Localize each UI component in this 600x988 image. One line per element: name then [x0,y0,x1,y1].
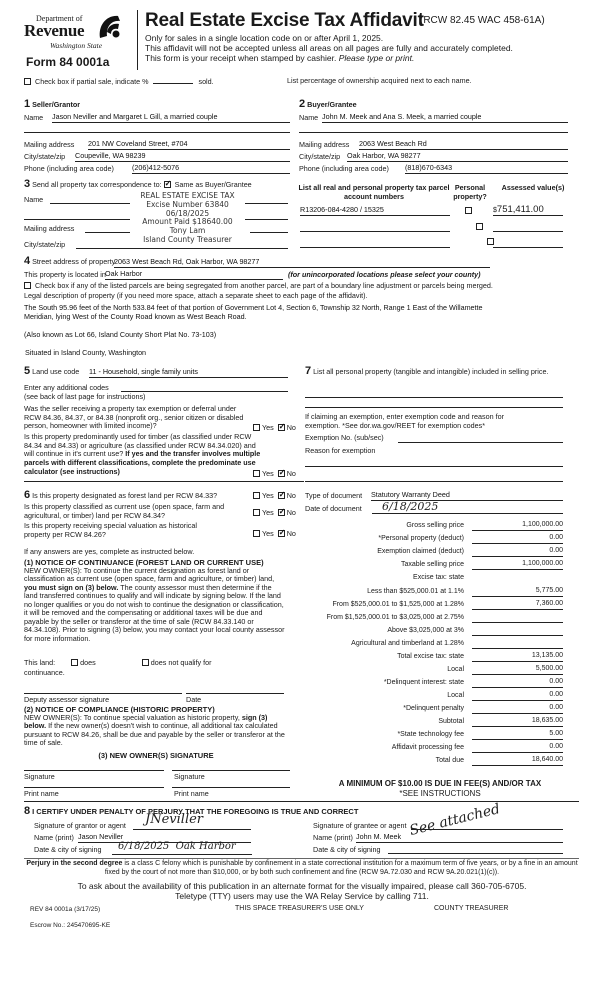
tax-row-value[interactable]: 0.00 [472,534,563,544]
segregated-checkbox[interactable] [24,282,31,289]
deputy-assessor-signature-field[interactable] [24,693,182,694]
assessed-value-field[interactable] [493,204,563,216]
notice-2-text [24,714,288,748]
notice-1-text-a: NEW OWNER(S): To continue the current designation as forest land or classification as current use (open space, farm and agriculture, or timber) land, [24,566,275,584]
personal-property-header: Personal property? [453,183,487,201]
exemption-no-label: Exemption No. (sub/sec) [305,433,384,442]
header-line-1: Only for sales in a single location code on or after April 1, 2025. [145,33,384,43]
reason-exemption-field-1[interactable] [305,466,563,467]
buyer-address-field[interactable]: 2063 West Beach Rd [359,140,568,150]
seller-section-title: Seller/Grantor [32,100,81,109]
corr-address-field[interactable] [85,232,130,233]
logo-washington-state: Washington State [50,41,103,50]
located-in-field[interactable]: Oak Harbor [105,270,283,280]
tax-row-value[interactable]: 5,775.00 [472,587,563,597]
designation-q1-text: Is this property designated as forest land per RCW 84.33? [32,491,218,500]
no-label: No [286,529,296,538]
designation-q3: Is this property receiving special valuation as historical property per RCW 84.26? [24,521,197,539]
partial-sale-checkbox[interactable] [24,78,31,85]
property-street-row [24,255,115,268]
grantor-signature-field[interactable]: JNeviller [133,812,251,830]
section-5-divider [24,481,304,482]
dor-swirl-icon [96,12,122,40]
does-not-label: does not qualify for [150,658,212,667]
land-use-section-num: 5 [24,365,31,377]
buyer-name-label: Name [299,113,319,122]
doc-type-field[interactable]: Statutory Warranty Deed [371,491,563,501]
signature-label-2: Signature [174,772,205,781]
legal-description-label: Legal description of property (if you need more space, attach a separate sheet to each page of the affidavit). [24,291,368,300]
parcel-header: List all real and personal property tax parcel account numbers [298,183,450,201]
designation-q3-answer [253,530,296,539]
logo-revenue: Revenue [24,21,85,40]
personal-property-heading [305,365,565,378]
grantor-name-field[interactable]: Jason Neviller [78,833,251,843]
notice-1-text [24,567,286,643]
segregated-row [24,282,584,291]
corr-name-line-2[interactable] [24,219,130,220]
no-label: No [286,423,296,432]
corr-name-field-right[interactable] [245,203,288,204]
property-section-num: 4 [24,255,31,267]
deputy-date-label: Date [186,695,202,704]
personal-property-field-2[interactable] [305,407,563,408]
buyer-phone-label: Phone (including area code) [299,164,389,173]
tax-row-label: Subtotal [438,718,464,725]
correspondence-heading [24,178,252,191]
land-use-q2 [24,433,264,476]
legal-description-line-3[interactable]: (Also known as Lot 66, Island County Short Plat No. 73-103) [24,330,217,339]
q2-no-checkbox[interactable] [278,470,285,477]
designation-q2-answer [253,509,296,518]
seller-phone-field[interactable]: (206)412-5076 [132,164,290,174]
grantee-sig-label: Signature of grantee or agent [313,821,407,830]
header-line-2: This affidavit will not be accepted unless all areas on all pages are fully and accurately completed. [145,43,513,53]
partial-sale-row [24,76,214,87]
seller-city-field[interactable]: Coupeville, WA 98239 [75,152,290,162]
tax-row-value[interactable]: 0.00 [472,547,563,557]
assessed-value-field[interactable] [493,231,563,232]
stamp-line-1: REAL ESTATE EXCISE TAX [140,191,235,200]
tax-row-label: From $1,525,000.01 to $3,025,000 at 2.75% [326,614,464,621]
assessed-value-field[interactable] [493,247,563,248]
forest-yes-checkbox[interactable] [253,492,260,499]
corr-name-line-2-right[interactable] [245,219,288,220]
designation-section-num: 6 [24,489,31,501]
segregated-label: Check box if any of the listed parcels are being segregated from another parcel, are part of a boundary line adjustment or parcels being merged. [35,281,493,290]
form-title: Real Estate Excise Tax Affidavit [145,10,424,31]
buyer-name-field[interactable]: John M. Meek and Ana S. Meek, a married couple [322,113,568,123]
parcel-number-field[interactable] [300,247,450,248]
tax-row-value[interactable]: 5,500.00 [472,665,563,675]
grantor-date-label: Date & city of signing [34,845,102,854]
buyer-section-title: Buyer/Grantee [307,100,357,109]
notice-2-bold: sign (3) below. [24,713,268,731]
personal-property-checkbox[interactable] [487,238,494,245]
certify-divider [24,858,579,859]
corr-city-label: City/state/zip [24,240,66,249]
tax-row-value[interactable] [472,639,563,649]
unincorporated-note: (for unincorporated locations please select your county) [288,270,481,279]
correspondence-section-num: 3 [24,178,31,190]
buyer-heading [299,98,357,111]
tax-row-label: Gross selling price [406,522,464,529]
tax-row-label: Agricultural and timberland at 1.28% [351,640,464,647]
corr-address-label: Mailing address [24,224,75,233]
corr-address-field-right[interactable] [250,232,288,233]
header-line-3-text: This form is your receipt when stamped by cashier. [145,53,337,63]
this-land-row [24,659,294,668]
exemption-no-field[interactable] [398,442,563,443]
county-treasurer-label: COUNTY TREASURER [434,905,509,912]
tax-row-value[interactable]: 0.00 [472,678,563,688]
treasurer-use-label: THIS SPACE TREASURER'S USE ONLY [235,905,364,912]
doc-type-label: Type of document [305,491,363,500]
perjury-text: is a class C felony which is punishable by confinement in a state correctional institution for a maximum term of five years, or by a fine in an amount fixed by the court of not more than $10,000, or by both such confinement and fine (RCW 9A.72.030 and RCW 9A.20.021(1)(c)). [104,860,578,876]
tax-row-value[interactable] [472,626,563,636]
stamp-line-2: Excise Number 63840 [146,199,229,209]
legal-description-line-1[interactable]: The South 95.96 feet of the North 533.84 feet of that portion of Government Lot 4, Section 6, Township 32 North, Range 1 East of the Willamette [24,303,483,312]
see-instructions: *SEE INSTRUCTIONS [399,789,481,798]
q1-yes-checkbox[interactable] [253,424,260,431]
yes-label: Yes [262,529,274,538]
yes-label: Yes [262,469,274,478]
buyer-city-label: City/state/zip [299,152,341,161]
designation-q1-answer [253,492,296,501]
certify-title: I CERTIFY UNDER PENALTY OF PERJURY THAT THE FOREGOING IS TRUE AND CORRECT [32,807,359,816]
located-in-label: This property is located in [24,270,106,279]
buyer-address-label: Mailing address [299,140,350,149]
grantor-name-label: Name (print) [34,833,74,842]
does-label: does [80,658,96,667]
assessed-value-header: Assessed value(s) [501,183,565,192]
legal-description-line-2[interactable]: Meridian, lying West of the County Road known as West Beach Road. [24,312,247,321]
owner-signature-field-2[interactable] [172,770,290,771]
escrow-number: Escrow No.: 245470695-KE [30,922,111,929]
seller-city-label: City/state/zip [24,152,66,161]
this-land-label: This land: [24,658,56,667]
doc-date-label: Date of document [305,504,362,513]
no-label: No [286,469,296,478]
partial-sale-label: Check box if partial sale, indicate % [35,77,149,86]
grantee-signature-see-attached: See attached [407,801,502,840]
parcel-number-field[interactable] [300,231,450,232]
tax-row-label: Above $3,025,000 at 3% [387,627,464,634]
tax-row-label: Total due [435,757,464,764]
additional-codes-field[interactable] [121,391,288,392]
tax-row-value[interactable]: 5.00 [472,730,563,740]
deputy-sig-label: Deputy assessor signature [24,695,110,704]
notice-3-title: (3) NEW OWNER(S) SIGNATURE [98,751,214,760]
signature-label-1: Signature [24,772,55,781]
does-qualify-checkbox[interactable] [71,659,78,666]
tax-row-value[interactable]: 1,100,000.00 [472,560,563,570]
corr-name-field[interactable] [50,203,130,204]
street-address-label: Street address of property [32,257,116,266]
header-line-3-italic: Please type or print. [338,53,415,63]
if-yes-note: If any answers are yes, complete as instructed below. [24,547,195,556]
forest-no-checkbox[interactable] [278,492,285,499]
yes-label: Yes [262,423,274,432]
current-use-no-checkbox[interactable] [278,509,285,516]
logo-dept-of: Department of [36,14,83,23]
tax-row-label: Local [447,666,464,673]
buyer-city-field[interactable]: Oak Harbor, WA 98277 [347,152,568,162]
ownership-note: List percentage of ownership acquired next to each name. [287,76,472,85]
header-divider [137,10,138,70]
current-use-yes-checkbox[interactable] [253,509,260,516]
stamp-line-6: Island County Treasurer [143,234,232,244]
legal-description-line-4[interactable]: Situated in Island County, Washington [25,348,147,357]
tax-row-label: Less than $525,000.01 at 1.1% [367,588,464,595]
deputy-date-field[interactable] [186,693,284,694]
doc-date-field[interactable]: 6/18/2025 [372,500,563,514]
q1-no-checkbox[interactable] [278,424,285,431]
yes-label: Yes [262,508,274,517]
tax-row-value[interactable]: 0.00 [472,704,563,714]
corr-name-label: Name [24,195,44,204]
seller-name-label: Name [24,113,44,122]
certify-section-num: 8 [24,805,31,817]
land-use-q2-bold: If yes and the transfer involves multiple parcels with different classifications, complete the predominate use calculator (see instructions) [24,449,261,476]
tax-row-value[interactable]: 18,635.00 [472,717,563,727]
corr-city-field[interactable] [76,248,288,249]
tax-row-label: Total excise tax: state [397,653,464,660]
designation-q1 [24,489,217,502]
tax-row-label: *Delinquent interest: state [383,679,464,686]
land-use-q1: Was the seller receiving a property tax exemption or deferral under RCW 84.36, 84.37, or 84.38 (nonprofit org., senior citizen or disabled person, homeowner with limited income)? [24,404,244,431]
designation-q2: Is this property classified as current use (open space, farm and agricultural, or timber) land per RCW 84.34? [24,502,225,520]
parcel-number-field[interactable]: R13206-084-4280 / 15325 [300,206,450,216]
tax-row-value[interactable]: 1,100,000.00 [472,521,563,531]
personal-property-checkbox[interactable] [476,223,483,230]
tax-row-value[interactable]: 0.00 [472,691,563,701]
land-use-row [24,365,79,378]
street-address-field[interactable]: 2063 West Beach Rd, Oak Harbor, WA 98277 [114,258,490,268]
seller-address-field[interactable]: 201 NW Coveland Street, #704 [88,140,290,150]
partial-sale-percent-field[interactable] [153,76,193,84]
seller-section-num: 1 [24,98,31,110]
personal-property-checkbox[interactable] [465,207,472,214]
grantee-name-label: Name (print) [313,833,353,842]
notice-1-bold: you must sign on (3) below. [24,582,119,592]
same-as-buyer-checkbox[interactable] [164,181,171,188]
owner-print-name-field-1[interactable] [24,787,164,788]
stamp-line-4: Amount Paid $18640.00 [142,217,233,227]
does-not-qualify-checkbox[interactable] [142,659,149,666]
tax-row-value[interactable]: 13,135.00 [472,652,563,662]
tax-row-label: Taxable selling price [400,561,464,568]
grantee-name-field[interactable]: John M. Meek [356,833,563,843]
tax-row-value[interactable]: 18,640.00 [472,756,563,766]
land-use-q2-answer [253,470,296,479]
q2-yes-checkbox[interactable] [253,470,260,477]
buyer-section-num: 2 [299,98,306,110]
owner-print-name-field-2[interactable] [172,787,290,788]
stamp-line-3: 06/18/2025 [165,208,210,218]
tax-row-label: Exemption claimed (deduct) [377,548,464,555]
land-use-q1-answer [253,424,296,433]
grantor-date-city-field[interactable]: 6/18/2025 Oak Harbor [112,841,252,855]
yes-label: Yes [262,491,274,500]
perjury-bold: Perjury in the second degree [26,860,123,867]
land-use-q2-text: Is this property predominantly used for timber (as classified under RCW 84.34 and 84.33) or agriculture (as classified under RCW 84.34.020) and will continue in it's current use? [24,432,256,459]
perjury-note [20,860,584,878]
minimum-note: A MINIMUM OF $10.00 IS DUE IN FEE(S) AND/OR TAX [338,779,542,788]
additional-codes-label: Enter any additional codes [24,383,109,392]
stamp-line-5: Tony Lam [169,226,206,236]
no-label: No [286,508,296,517]
reason-exemption-field-2[interactable] [305,481,563,482]
tax-row-label: From $525,000.01 to $1,525,000 at 1.28% [332,601,464,608]
treasurer-stamp [130,192,245,245]
revision-label: REV 84 0001a (3/17/25) [30,906,101,913]
dor-logo [22,10,132,54]
tax-row-label: Excise tax: state [413,574,464,581]
historical-no-checkbox[interactable] [278,530,285,537]
historical-yes-checkbox[interactable] [253,530,260,537]
seller-address-label: Mailing address [24,140,75,149]
seller-heading [24,98,289,111]
notice-2-text-b: If the new owner(s) doesn't wish to continue, all additional tax calculated pursuant to RCW 84.26, shall be due and payable by the seller or transferor at the time of sale. [24,721,285,748]
buyer-phone-field[interactable]: (818)670-6343 [405,164,568,174]
buyer-name-line-2[interactable] [299,132,568,133]
notice-1-title: (1) NOTICE OF CONTINUANCE (FOREST LAND OR CURRENT USE) [24,558,264,567]
owner-signature-field-1[interactable] [24,770,164,771]
tax-row-value[interactable] [472,613,563,623]
land-use-code-label: Land use code [32,367,80,376]
tax-row-label: *Personal property (deduct) [378,535,464,542]
land-use-code-field[interactable]: 11 - Household, single family units [89,368,288,378]
grantee-date-city-field[interactable] [388,853,563,854]
notice-2-text-a: NEW OWNER(S): To continue special valuation as historic property, [24,713,240,722]
additional-codes-note: (see back of last page for instructions) [24,392,146,401]
notice-2-title: (2) NOTICE OF COMPLIANCE (HISTORIC PROPERTY) [24,705,215,714]
personal-property-field-1[interactable] [305,397,563,398]
grantor-sig-label: Signature of grantor or agent [34,821,126,830]
tax-row-label: *Delinquent penalty [403,705,464,712]
correspondence-label: Send all property tax correspondence to: [32,180,162,189]
continuance-label: continuance. [24,668,65,677]
seller-section [24,98,289,111]
exemption-note: If claiming an exemption, enter exemption code and reason for exemption. *See dor.wa.gov/REET for exemption codes* [305,412,504,430]
grantee-date-label: Date & city of signing [313,845,381,854]
tax-row-label: Local [447,692,464,699]
notice-1-text-b: The county assessor must then determine if the land transferred continues to qualify and will indicate by signing below. If the land no longer qualifies or you do not wish to continue the designation or classification, it will be removed and the compensating or additional taxes will be due and payable by the seller or transferor at the time of sale (RCW 84.33.140 or 84.34.108). Prior to signing (3) below, you may contact your local county assessor for more information. [24,582,285,643]
partial-sale-sold: sold. [198,77,214,86]
tax-row-label: Affidavit processing fee [391,744,464,751]
form-rcw: (RCW 82.45 WAC 458-61A) [420,15,545,26]
seller-name-line-2[interactable] [24,132,290,133]
tax-row-label: *State technology fee [397,731,464,738]
alt-format-note: To ask about the availability of this publication in an alternate format for the visually impaired, please call 360-705-6705. Teletype (TTY) users may use the WA Relay Service by calling 711. [77,881,527,902]
personal-property-section-num: 7 [305,365,312,377]
personal-property-label: List all personal property (tangible and intangible) included in selling price. [313,367,549,376]
seller-name-field[interactable]: Jason Neviller and Margaret L Gill, a married couple [52,113,290,123]
tax-row-value[interactable]: 0.00 [472,743,563,753]
no-label: No [286,491,296,500]
print-name-label-1: Print name [24,789,59,798]
header-line-3 [145,53,414,63]
print-name-label-2: Print name [174,789,209,798]
assessed-currency: $ [493,207,497,214]
assessed-value: 751,411.00 [496,204,544,215]
form-number: Form 84 0001a [26,55,110,69]
reason-exemption-label: Reason for exemption [305,446,376,455]
same-as-buyer-label: Same as Buyer/Grantee [174,180,252,189]
seller-phone-label: Phone (including area code) [24,164,114,173]
tax-row-value[interactable]: 7,360.00 [472,600,563,610]
